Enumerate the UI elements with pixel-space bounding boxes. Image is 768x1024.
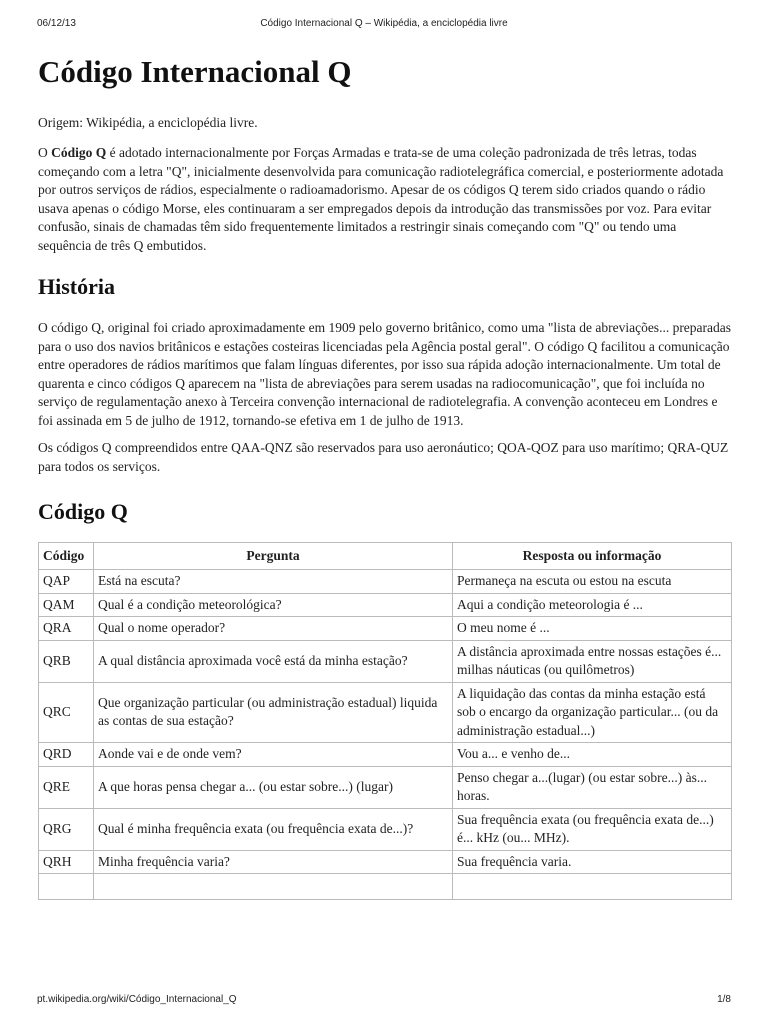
cell-question: Aonde vai e de onde vem? xyxy=(94,743,453,767)
table-row-partial xyxy=(39,874,732,900)
page-title: Código Internacional Q xyxy=(38,54,352,89)
print-title: Código Internacional Q – Wikipédia, a enciclopédia livre xyxy=(260,18,508,29)
cell-answer xyxy=(453,874,732,900)
col-header-question: Pergunta xyxy=(94,543,453,570)
cell-answer: O meu nome é ... xyxy=(453,617,732,641)
cell-answer: Vou a... e venho de... xyxy=(453,743,732,767)
cell-answer: Aqui a condição meteorologia é ... xyxy=(453,593,732,617)
origin-line: Origem: Wikipédia, a enciclopédia livre. xyxy=(38,115,258,130)
history-heading: História xyxy=(38,274,115,299)
cell-code xyxy=(39,874,94,900)
table-row xyxy=(39,640,732,682)
table-row xyxy=(39,808,732,850)
q-code-table xyxy=(38,542,732,900)
cell-answer: A distância aproximada entre nossas estações é... milhas náuticas (ou quilômetros) xyxy=(453,640,732,682)
history-paragraph-2: Os códigos Q compreendidos entre QAA-QNZ são reservados para uso aeronáutico; QOA-QOZ para uso marítimo; QRA-QUZ para todos os serviços. xyxy=(38,440,729,474)
footer-url: pt.wikipedia.org/wiki/Código_Internacional_Q xyxy=(37,994,237,1005)
cell-question: Qual é a condição meteorológica? xyxy=(94,593,453,617)
cell-code: QRC xyxy=(39,682,94,743)
article-content xyxy=(38,52,732,900)
code-heading: Código Q xyxy=(38,499,128,524)
intro-bold-term: Código Q xyxy=(51,145,107,160)
cell-answer: Permaneça na escuta ou estou na escuta xyxy=(453,570,732,594)
cell-question: A que horas pensa chegar a... (ou estar sobre...) (lugar) xyxy=(94,766,453,808)
cell-code: QAP xyxy=(39,570,94,594)
footer-page-number: 1/8 xyxy=(717,994,731,1005)
table-row xyxy=(39,850,732,874)
cell-question: A qual distância aproximada você está da minha estação? xyxy=(94,640,453,682)
col-header-code: Código xyxy=(39,543,94,570)
table-row xyxy=(39,593,732,617)
print-footer xyxy=(0,994,768,1008)
cell-code: QRB xyxy=(39,640,94,682)
cell-answer: Sua frequência varia. xyxy=(453,850,732,874)
cell-code: QRH xyxy=(39,850,94,874)
cell-question: Qual o nome operador? xyxy=(94,617,453,641)
cell-answer: Penso chegar a...(lugar) (ou estar sobre...) às... horas. xyxy=(453,766,732,808)
cell-question: Está na escuta? xyxy=(94,570,453,594)
print-header xyxy=(0,18,768,32)
cell-code: QRA xyxy=(39,617,94,641)
cell-answer: A liquidação das contas da minha estação está sob o encargo da organização particular... (ou da administração estadual...) xyxy=(453,682,732,743)
intro-paragraph xyxy=(38,144,732,255)
table-row xyxy=(39,743,732,767)
cell-code: QRE xyxy=(39,766,94,808)
col-header-answer: Resposta ou informação xyxy=(453,543,732,570)
cell-question: Qual é minha frequência exata (ou frequência exata de...)? xyxy=(94,808,453,850)
table-row xyxy=(39,617,732,641)
table-row xyxy=(39,570,732,594)
print-date: 06/12/13 xyxy=(37,18,76,29)
table-row xyxy=(39,766,732,808)
table-row xyxy=(39,682,732,743)
intro-text: é adotado internacionalmente por Forças Armadas e trata-se de uma coleção padronizada de três letras, todas começando com a letra "Q", inicialmente desenvolvida para comunicação radiotelegráfica comercial, e posteriormente adotada por outros serviços de rádios, especialmente o radioamadorismo. Apesar de os códigos Q terem sido criados quando o rádio usava apenas o código Morse, eles continuaram a ser empregados depois da introdução das transmissões por voz. Para evitar confusão, sinais de chamadas têm sido frequentemente limitados a restringir sinais começando com "Q" ou tendo uma sequência de três Q embutidos. xyxy=(38,145,724,253)
history-paragraph-1: O código Q, original foi criado aproximadamente em 1909 pelo governo britânico, como uma "lista de abreviações... preparadas para o uso dos navios britânicos e estações costeiras licenciadas pela Agência postal geral". O código Q facilitou a comunicação entre operadores de rádios marítimos que falam línguas diferentes, por isso sua rápida adoção internacionalmente. Um total de quarenta e cinco códigos Q aparecem na "lista de abreviações para serem usadas na radiocomunicação", que foi incluída no serviço de regulamentação anexo à Terceira convenção internacional de radiotelegrafia. A convenção aconteceu em Londres e foi assinada em 5 de julho de 1912, tornando-se efetiva em 1 de julho de 1913. xyxy=(38,320,732,428)
intro-prefix: O xyxy=(38,145,52,160)
cell-question: Minha frequência varia? xyxy=(94,850,453,874)
table-header-row xyxy=(39,543,732,570)
cell-question: Que organização particular (ou administração estadual) liquida as contas de sua estação? xyxy=(94,682,453,743)
cell-question xyxy=(94,874,453,900)
cell-answer: Sua frequência exata (ou frequência exata de...) é... kHz (ou... MHz). xyxy=(453,808,732,850)
cell-code: QAM xyxy=(39,593,94,617)
cell-code: QRD xyxy=(39,743,94,767)
cell-code: QRG xyxy=(39,808,94,850)
